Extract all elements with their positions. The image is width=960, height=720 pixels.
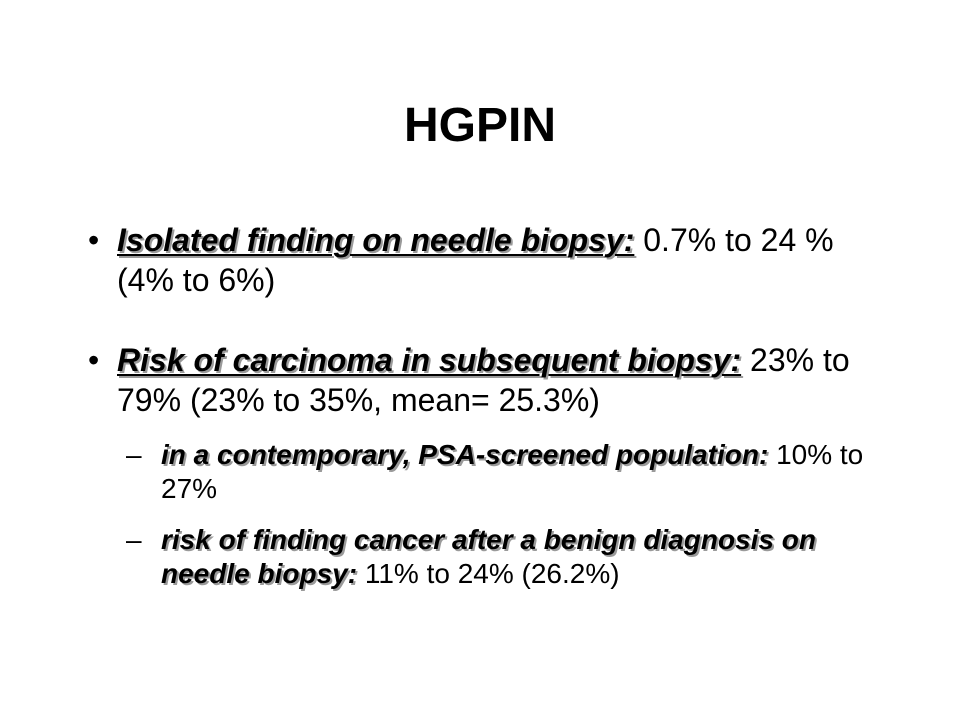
bullet-text: 0.7% to 24 % (4% to 6%) — [117, 222, 834, 298]
sub-bullet-lead: risk of finding cancer after a benign diagnosis on needle biopsy: — [161, 524, 816, 589]
sub-bullet-content — [126, 523, 866, 591]
bullet-lead: Risk of carcinoma in subsequent biopsy: — [117, 342, 742, 378]
bullet-isolated-finding — [88, 220, 878, 300]
bullet-text: 23% to 79% (23% to 35%, mean= 25.3%) — [117, 342, 850, 418]
bullet-marker: • — [88, 222, 100, 258]
bullet-content — [88, 220, 878, 300]
sub-bullet-content — [126, 438, 866, 506]
sub-bullet-benign-diagnosis — [126, 523, 866, 591]
bullet-risk-of-carcinoma — [88, 340, 878, 420]
sub-bullet-psa-screened — [126, 438, 866, 506]
sub-bullet-text: 11% to 24% (26.2%) — [357, 558, 620, 589]
sub-bullet-lead: in a contemporary, PSA-screened population: — [161, 439, 769, 470]
sub-bullet-marker: – — [126, 439, 142, 470]
bullet-lead: Isolated finding on needle biopsy: — [117, 222, 635, 258]
slide-title: HGPIN — [403, 99, 556, 152]
sub-bullet-text: 10% to 27% — [161, 439, 864, 504]
bullet-marker: • — [88, 342, 100, 378]
sub-bullet-marker: – — [126, 524, 142, 555]
bullet-content — [88, 340, 878, 420]
